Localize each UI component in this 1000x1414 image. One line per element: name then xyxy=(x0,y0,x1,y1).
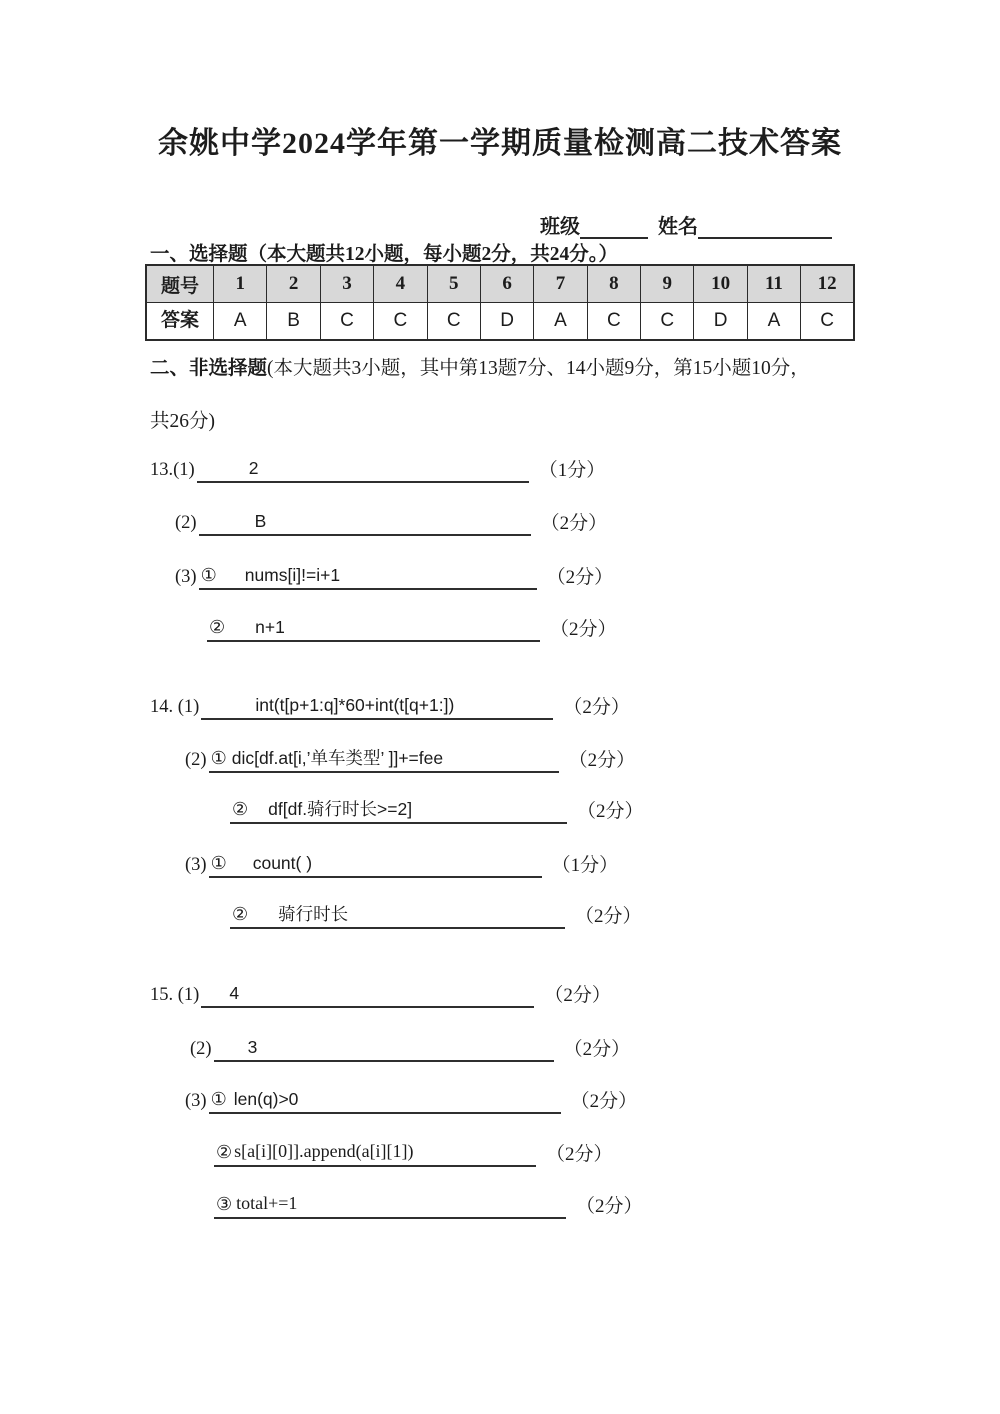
answer-prefix: (2) xyxy=(185,750,207,770)
answer-row-13-3-2 xyxy=(205,614,617,642)
answer-blank-line xyxy=(214,1142,536,1167)
answer-blank-line xyxy=(207,618,540,642)
mcq-answer: C xyxy=(801,303,854,341)
answer-row-13-1 xyxy=(150,455,605,483)
answer-blank-line xyxy=(230,905,565,929)
question-number: 4 xyxy=(374,265,427,303)
question-number: 6 xyxy=(480,265,533,303)
answer-blank-line xyxy=(214,1194,566,1219)
answer-row-14-1 xyxy=(150,692,630,720)
answer-prefix: 13.(1) xyxy=(150,460,195,480)
score-label: （2分） xyxy=(563,697,630,718)
circled-number: ① xyxy=(210,853,227,874)
score-label: （2分） xyxy=(575,906,642,927)
table-row-question-numbers xyxy=(146,265,854,303)
answer-text: int(t[p+1:q]*60+int(t[q+1:]) xyxy=(255,694,455,715)
answer-prefix: 14. (1) xyxy=(150,697,200,717)
circled-number: ① xyxy=(210,748,227,769)
name-blank-line xyxy=(698,217,832,239)
mcq-answer: C xyxy=(320,303,373,341)
question-number: 1 xyxy=(214,265,267,303)
mcq-answer: B xyxy=(267,303,320,341)
section1-heading: 一、选择题（本大题共12小题，每小题2分，共24分。） xyxy=(150,244,619,265)
score-label: （2分） xyxy=(546,1144,613,1165)
answer-prefix: 15. (1) xyxy=(150,985,200,1005)
circled-number: ① xyxy=(200,565,217,586)
mcq-answer: C xyxy=(587,303,640,341)
answer-blank-line xyxy=(209,749,559,773)
score-label: （2分） xyxy=(576,1196,643,1217)
page-title: 余姚中学2024学年第一学期质量检测高二技术答案 xyxy=(158,127,842,160)
question-number: 2 xyxy=(267,265,320,303)
score-label: （2分） xyxy=(546,567,614,588)
mcq-answer: A xyxy=(214,303,267,341)
question-number: 8 xyxy=(587,265,640,303)
answer-blank-line xyxy=(230,800,567,824)
answer-blank-line xyxy=(199,512,531,536)
answer-header: 答案 xyxy=(146,303,214,341)
question-number: 10 xyxy=(694,265,747,303)
circled-number: ① xyxy=(210,1089,227,1110)
answer-row-15-3-3 xyxy=(212,1191,643,1219)
question-number: 7 xyxy=(534,265,587,303)
table-row-answers xyxy=(146,303,854,341)
section2-heading-line2: 共26分) xyxy=(150,411,215,432)
student-id-line xyxy=(540,210,832,239)
answer-blank-line xyxy=(201,984,534,1008)
circled-number: ② xyxy=(209,617,226,638)
answer-prefix: (2) xyxy=(190,1039,212,1059)
answer-prefix: (2) xyxy=(175,513,197,533)
answer-row-15-2 xyxy=(190,1034,630,1062)
question-number: 5 xyxy=(427,265,480,303)
answer-row-14-2-1 xyxy=(185,745,635,773)
question-number: 3 xyxy=(320,265,373,303)
class-blank-line xyxy=(580,217,648,239)
score-label: （1分） xyxy=(538,460,606,481)
score-label: （2分） xyxy=(568,750,636,771)
mcq-answer: A xyxy=(534,303,587,341)
mcq-answer: D xyxy=(694,303,747,341)
circled-number: ② xyxy=(216,1142,233,1163)
circled-number: ② xyxy=(232,799,249,820)
circled-number: ③ xyxy=(216,1194,233,1215)
answer-text: nums[i]!=i+1 xyxy=(244,564,341,585)
section2-heading-rest: (本大题共3小题，其中第13题7分、14小题9分，第15小题10分， xyxy=(267,358,810,379)
answer-text: dic[df.at[i,’单车类型’ ]]+=fee xyxy=(231,747,444,768)
answer-text: n+1 xyxy=(255,616,285,637)
section2-heading-bold: 二、非选择题 xyxy=(150,358,268,379)
answer-blank-line xyxy=(209,854,542,878)
answer-row-15-3-2 xyxy=(212,1139,613,1167)
answer-text: 骑行时长 xyxy=(278,903,349,924)
answer-text: df[df.骑行时长>=2] xyxy=(268,798,413,819)
answer-text: 4 xyxy=(229,982,240,1003)
circled-number: ② xyxy=(232,904,249,925)
answer-row-14-3-1 xyxy=(185,850,618,878)
answer-prefix: (3) xyxy=(175,567,197,587)
answer-row-14-2-2 xyxy=(228,796,644,824)
answer-row-14-3-2 xyxy=(228,901,642,929)
answer-blank-line xyxy=(209,1090,561,1114)
answer-text: count( ) xyxy=(252,852,313,873)
answer-text: 2 xyxy=(248,457,259,478)
mcq-answer: C xyxy=(641,303,694,341)
answer-text: total+=1 xyxy=(236,1193,298,1214)
question-number-header: 题号 xyxy=(146,265,214,303)
answer-prefix: (3) xyxy=(185,855,207,875)
answer-prefix: (3) xyxy=(185,1091,207,1111)
score-label: （2分） xyxy=(540,513,608,534)
mcq-answer: C xyxy=(374,303,427,341)
question-number: 12 xyxy=(801,265,854,303)
answer-blank-line xyxy=(199,566,537,590)
mcq-answer-table xyxy=(145,264,855,341)
answer-blank-line xyxy=(197,459,529,483)
answer-text: B xyxy=(254,510,267,531)
score-label: （1分） xyxy=(551,855,619,876)
answer-blank-line xyxy=(201,696,553,720)
answer-row-15-3-1 xyxy=(185,1086,637,1114)
name-label: 姓名 xyxy=(658,216,698,238)
question-number: 9 xyxy=(641,265,694,303)
mcq-answer: A xyxy=(747,303,800,341)
score-label: （2分） xyxy=(570,1091,638,1112)
score-label: （2分） xyxy=(550,619,617,640)
answer-text: 3 xyxy=(247,1036,258,1057)
section2-heading xyxy=(150,352,810,380)
score-label: （2分） xyxy=(544,985,611,1006)
answer-text: s[a[i][0]].append(a[i][1]) xyxy=(234,1141,414,1162)
answer-blank-line xyxy=(214,1038,554,1062)
class-label: 班级 xyxy=(540,216,580,238)
answer-row-13-3-1 xyxy=(175,562,613,590)
score-label: （2分） xyxy=(577,801,644,822)
question-number: 11 xyxy=(747,265,800,303)
answer-row-15-1 xyxy=(150,980,611,1008)
mcq-answer: C xyxy=(427,303,480,341)
answer-text: len(q)>0 xyxy=(233,1088,299,1109)
mcq-answer: D xyxy=(480,303,533,341)
answer-row-13-2 xyxy=(175,508,607,536)
score-label: （2分） xyxy=(563,1039,631,1060)
